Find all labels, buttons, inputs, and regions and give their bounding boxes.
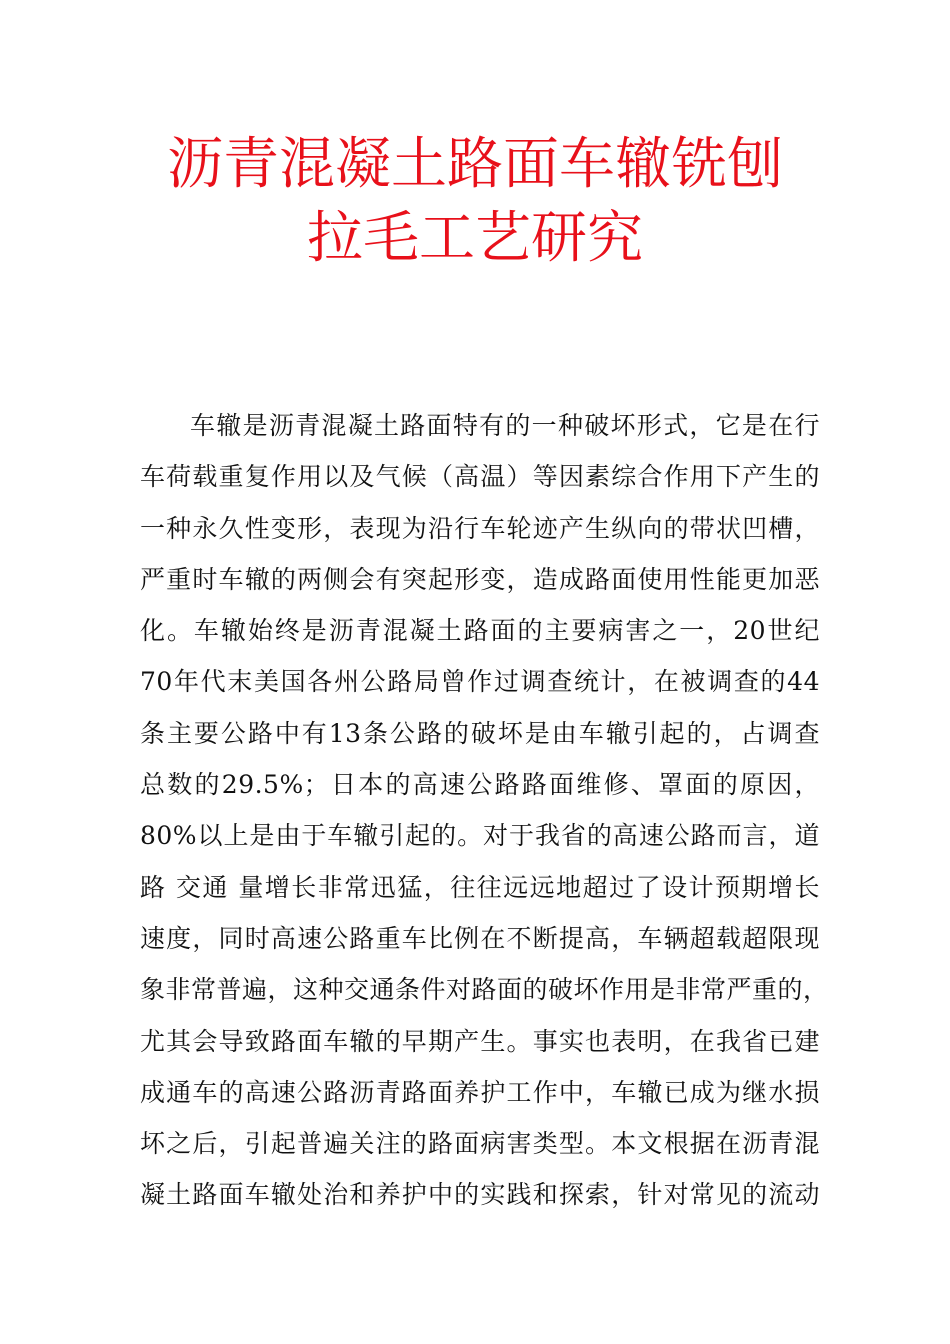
title-line: 拉毛工艺研究: [307, 206, 643, 271]
paragraph-line: 车荷载重复作用以及气候（高温）等因素综合作用下产生的: [140, 462, 820, 492]
paragraph-line: 化。车辙始终是沥青混凝土路面的主要病害之一，20世纪: [140, 616, 820, 646]
paragraph-line: 车辙是沥青混凝土路面特有的一种破坏形式，它是在行: [190, 411, 820, 440]
paragraph-line: 一种永久性变形，表现为沿行车轮迹产生纵向的带状凹槽，: [140, 513, 820, 543]
document-title: [0, 128, 950, 276]
paragraph-line: 成通车的高速公路沥青路面养护工作中，车辙已成为继水损: [140, 1077, 820, 1107]
body-paragraph: [140, 400, 829, 1221]
paragraph-line: 80%以上是由于车辙引起的。对于我省的高速公路而言，道: [140, 821, 820, 851]
paragraph-line: 尤其会导致路面车辙的早期产生。事实也表明，在我省已建: [140, 1026, 820, 1056]
paragraph-line: 路 交通 量增长非常迅猛，往往远远地超过了设计预期增长: [140, 872, 820, 902]
paragraph-line: 速度，同时高速公路重车比例在不断提高，车辆超载超限现: [140, 923, 820, 953]
paragraph-line: 凝土路面车辙处治和养护中的实践和探索，针对常见的流动: [140, 1180, 820, 1210]
paragraph-line: 70年代末美国各州公路局曾作过调查统计，在被调查的44: [140, 667, 820, 697]
paragraph-line: 条主要公路中有13条公路的破坏是由车辙引起的，占调查: [140, 718, 820, 748]
paragraph-line: 坏之后，引起普遍关注的路面病害类型。本文根据在沥青混: [140, 1129, 820, 1159]
title-line: 沥青混凝土路面车辙铣刨: [167, 132, 783, 197]
paragraph-line: 总数的29.5%；日本的高速公路路面维修、罩面的原因，: [140, 770, 820, 800]
paragraph-line: 象非常普遍，这种交通条件对路面的破坏作用是非常严重的，: [140, 975, 829, 1005]
paragraph-line: 严重时车辙的两侧会有突起形变，造成路面使用性能更加恶: [140, 564, 820, 594]
